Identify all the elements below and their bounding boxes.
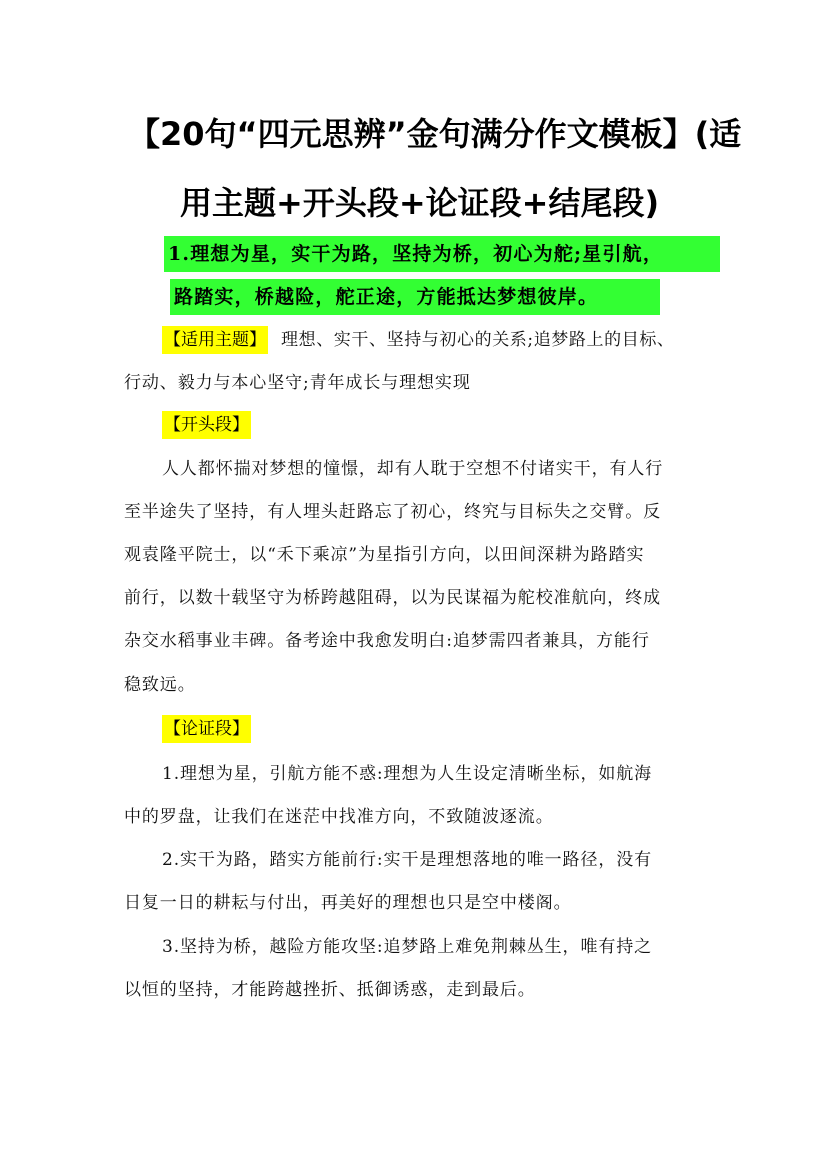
argument-line: 3.坚持为桥，越险方能攻坚:追梦路上难免荆棘丛生，唯有持之 xyxy=(162,937,653,957)
theme-text-line-2: 行动、毅力与本心坚守;青年成长与理想实现 xyxy=(124,373,471,393)
theme-text-line-1: 理想、实干、坚持与初心的关系;追梦路上的目标、 xyxy=(281,330,675,350)
argument-line: 2.实干为路，踏实方能前行:实干是理想落地的唯一路径，没有 xyxy=(162,850,653,870)
argument-line: 1.理想为星，引航方能不惑:理想为人生设定清晰坐标，如航海 xyxy=(162,764,653,784)
opening-line: 前行，以数十载坚守为桥跨越阻碍，以为民谋福为舵校准航向，终成 xyxy=(124,588,661,608)
opening-line: 至半途失了坚持，有人埋头赶路忘了初心，终究与目标失之交臂。反 xyxy=(124,502,661,522)
opening-line: 稳致远。 xyxy=(124,675,196,695)
highlight-sentence-line-1: 1.理想为星，实干为路，坚持为桥，初心为舵;星引航， xyxy=(164,236,720,272)
opening-line: 人人都怀揣对梦想的憧憬，却有人耽于空想不付诸实干，有人行 xyxy=(162,459,664,479)
document-title-line-1: 【20句“四元思辨”金句满分作文模板】(适 xyxy=(128,115,742,153)
argument-tag: 【论证段】 xyxy=(162,715,251,743)
highlight-sentence-line-2: 路踏实，桥越险，舵正途，方能抵达梦想彼岸。 xyxy=(170,279,660,315)
document-title-line-2: 用主题+开头段+论证段+结尾段) xyxy=(180,184,660,222)
opening-line: 观袁隆平院士，以“禾下乘凉”为星指引方向，以田间深耕为路踏实 xyxy=(124,545,645,565)
opening-tag: 【开头段】 xyxy=(162,411,251,439)
opening-line: 杂交水稻事业丰碑。备考途中我愈发明白:追梦需四者兼具，方能行 xyxy=(124,631,650,651)
argument-line: 中的罗盘，让我们在迷茫中找准方向，不致随波逐流。 xyxy=(124,807,554,827)
argument-line: 日复一日的耕耘与付出，再美好的理想也只是空中楼阁。 xyxy=(124,893,572,913)
argument-line: 以恒的坚持，才能跨越挫折、抵御诱惑，走到最后。 xyxy=(124,980,536,1000)
theme-tag: 【适用主题】 xyxy=(162,326,268,354)
